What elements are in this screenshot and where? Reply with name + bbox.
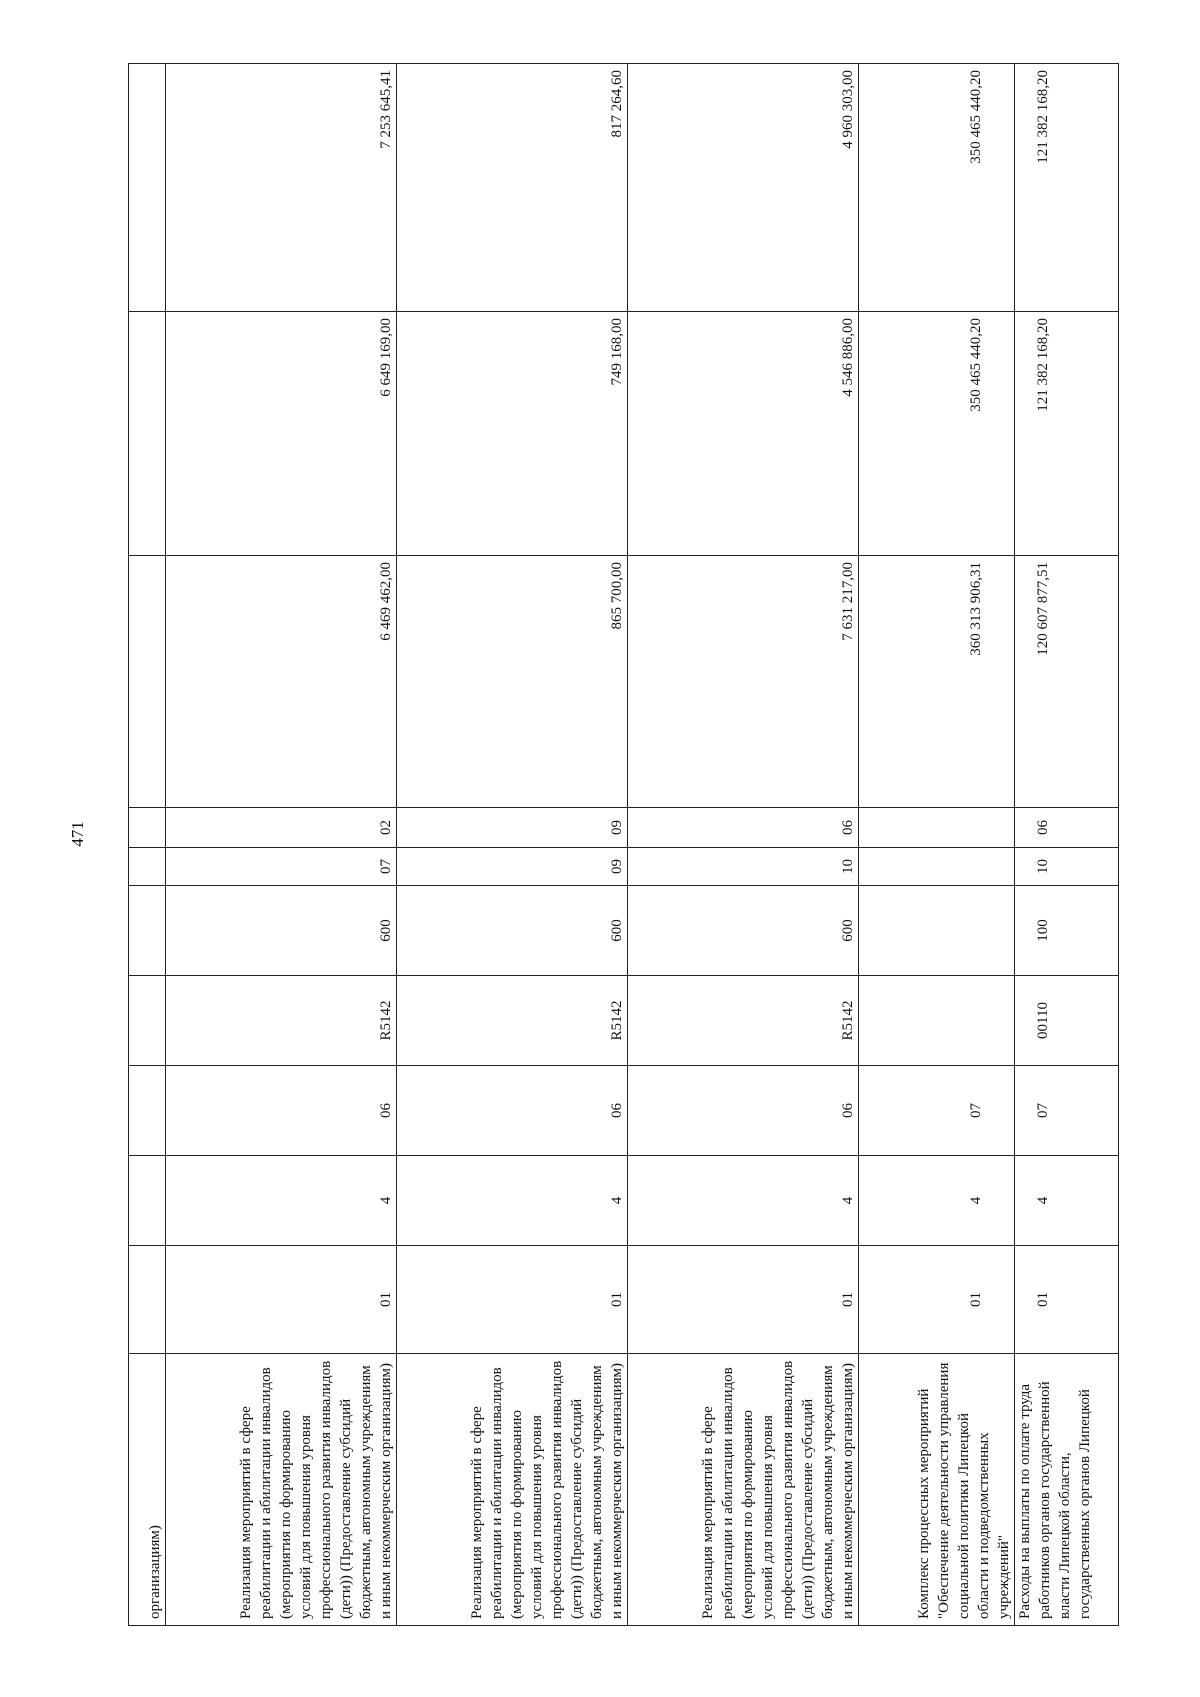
code-expense-type: 100 [1015, 886, 1119, 976]
code-expense-type: 600 [166, 886, 397, 976]
row-description: Реализация мероприятий в сфере реабилитации и абилитации инвалидов (мероприятия по формированию условий для повышения уровня профессионального развития инвалидов (дети)) (Предоставление субсидий бюджетным, автономным учреждениям и иным некоммерческим организациям) [166, 1354, 397, 1626]
code-section: 07 [166, 848, 397, 886]
code-program: 01 [397, 1246, 628, 1354]
row-description: организациям) [129, 1354, 166, 1626]
code-expense-type [859, 886, 1015, 976]
rotated-table-container [128, 64, 1093, 1626]
code-subprogram: 4 [628, 1156, 859, 1246]
amount-1: 7 631 217,00 [628, 556, 859, 808]
code-direction: R5142 [397, 976, 628, 1066]
table-row [628, 64, 859, 1626]
code-event: 06 [397, 1066, 628, 1156]
code-section: 10 [628, 848, 859, 886]
code-subprogram: 4 [397, 1156, 628, 1246]
row-description: Комплекс процессных мероприятий "Обеспечение деятельности управления социальной политики Липецкой области и подведомственных учреждений" [859, 1354, 1015, 1626]
code-subsection: 02 [166, 808, 397, 848]
amount-2: 121 382 168,20 [1015, 312, 1119, 556]
code-program: 01 [1015, 1246, 1119, 1354]
amount-2 [129, 312, 166, 556]
code-subprogram: 4 [1015, 1156, 1119, 1246]
code-direction: R5142 [166, 976, 397, 1066]
code-direction: 00110 [1015, 976, 1119, 1066]
amount-1 [129, 556, 166, 808]
code-subsection [129, 808, 166, 848]
amount-2: 6 649 169,00 [166, 312, 397, 556]
amount-2: 4 546 886,00 [628, 312, 859, 556]
code-direction: R5142 [628, 976, 859, 1066]
code-section: 09 [397, 848, 628, 886]
code-expense-type: 600 [397, 886, 628, 976]
table-row [166, 64, 397, 1626]
amount-3: 817 264,60 [397, 64, 628, 312]
amount-2: 749 168,00 [397, 312, 628, 556]
row-description: Реализация мероприятий в сфере реабилитации и абилитации инвалидов (мероприятия по формированию условий для повышения уровня профессионального развития инвалидов (дети)) (Предоставление субсидий бюджетным, автономным учреждениям и иным некоммерческим организациям) [628, 1354, 859, 1626]
code-event: 06 [628, 1066, 859, 1156]
code-expense-type [129, 886, 166, 976]
amount-3 [129, 64, 166, 312]
budget-table [128, 63, 1119, 1626]
code-section [129, 848, 166, 886]
amount-1: 865 700,00 [397, 556, 628, 808]
code-program: 01 [628, 1246, 859, 1354]
code-subsection: 06 [1015, 808, 1119, 848]
amount-3: 350 465 440,20 [859, 64, 1015, 312]
code-event: 07 [859, 1066, 1015, 1156]
amount-1: 6 469 462,00 [166, 556, 397, 808]
code-expense-type: 600 [628, 886, 859, 976]
code-event [129, 1066, 166, 1156]
code-direction [859, 976, 1015, 1066]
row-description: Расходы на выплаты по оплате труда работников органов государственной власти Липецкой области, государственных органов Липецкой [1015, 1354, 1119, 1626]
amount-3: 121 382 168,20 [1015, 64, 1119, 312]
code-subprogram [129, 1156, 166, 1246]
code-subprogram: 4 [859, 1156, 1015, 1246]
table-row [397, 64, 628, 1626]
table-row [129, 64, 166, 1626]
amount-3: 4 960 303,00 [628, 64, 859, 312]
amount-3: 7 253 645,41 [166, 64, 397, 312]
table-row [1015, 64, 1119, 1626]
row-description: Реализация мероприятий в сфере реабилитации и абилитации инвалидов (мероприятия по формированию условий для повышения уровня профессионального развития инвалидов (дети)) (Предоставление субсидий бюджетным, автономным учреждениям и иным некоммерческим организациям) [397, 1354, 628, 1626]
code-subprogram: 4 [166, 1156, 397, 1246]
code-section: 10 [1015, 848, 1119, 886]
table-row [859, 64, 1015, 1626]
code-subsection: 06 [628, 808, 859, 848]
code-subsection [859, 808, 1015, 848]
amount-2: 350 465 440,20 [859, 312, 1015, 556]
code-direction [129, 976, 166, 1066]
code-subsection: 09 [397, 808, 628, 848]
code-program: 01 [166, 1246, 397, 1354]
code-program: 01 [859, 1246, 1015, 1354]
code-program [129, 1246, 166, 1354]
code-section [859, 848, 1015, 886]
code-event: 06 [166, 1066, 397, 1156]
page-number: 471 [68, 821, 87, 847]
amount-1: 360 313 906,31 [859, 556, 1015, 808]
code-event: 07 [1015, 1066, 1119, 1156]
amount-1: 120 607 877,51 [1015, 556, 1119, 808]
